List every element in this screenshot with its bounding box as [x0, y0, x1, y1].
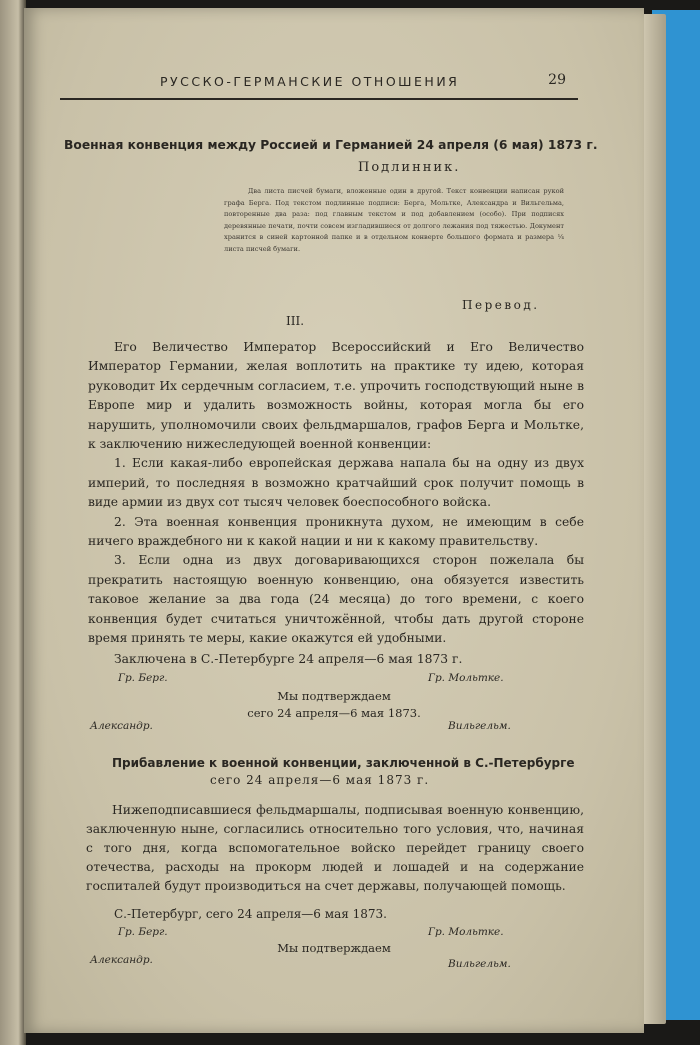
archival-note: Два листа писчей бумаги, вложенные один в другой. Текст конвенции написан рукой графа Берга. Под текстом подлинные подписи: Берга, Мольтке, Александра и Вильгельма, повторенные два раза: под главным текстом и под добавлением (особо). При подписях деревянные печати, почти совсем изгладившиеся от долгого лежания под тяжестью. Документ хранится в синей картонной папке и в отдельном конверте большого формата и размера ¼ листа писчей бумаги.	[224, 187, 564, 253]
addendum-signature-wilhelm: Вильгельм.	[448, 958, 511, 970]
running-title: РУССКО-ГЕРМАНСКИЕ ОТНОШЕНИЯ	[160, 74, 460, 89]
article-2: 2. Эта военная конвенция проникнута духом, не имеющим в себе ничего враждебного ни к какой нации и ни к какому правительству.	[88, 514, 584, 549]
addendum-signature-alexander: Александр.	[90, 954, 153, 966]
confirmation-line: Мы подтверждаем	[277, 689, 391, 703]
addendum-paragraph: Нижеподписавшиеся фельдмаршалы, подписывая военную конвенцию, заключенную ныне, согласились относительно того условия, что, начиная с того дня, когда вспомогательное войско перейдет границу своего отечества, расходы на прокорм людей и лошадей и на содержание госпиталей будут производиться на счет державы, получающей помощь.	[86, 803, 584, 893]
original-label: Подлинник.	[358, 160, 461, 175]
signature-moltke: Гр. Мольтке.	[428, 672, 504, 684]
page-number: 29	[548, 72, 566, 88]
document-title: Военная конвенция между Россией и Германией 24 апреля (6 мая) 1873 г.	[64, 138, 598, 152]
addendum-confirmation: Мы подтверждаем	[277, 941, 391, 955]
article-3: 3. Если одна из двух договаривающихся сторон пожелала бы прекратить настоящую военную конвенцию, она обязуется известить таковое желание за два года (24 месяца) до того времени, с коего конвенция будет считаться уничтожённой, чтобы дать другой стороне время принять те меры, какие окажутся ей удобными.	[88, 553, 584, 646]
signature-wilhelm: Вильгельм.	[448, 720, 511, 732]
preamble-paragraph: Его Величество Император Всероссийский и Его Величество Император Германии, желая воплотить на практике ту идею, которая руководит Их сердечным согласием, т.е. упрочить господствующий ныне в Европе мир и удалить возможность войны, которая могла бы его нарушить, уполномочили своих фельдмаршалов, графов Берга и Мольтке, к заключению нижеследующей военной конвенции:	[88, 340, 584, 452]
confirmation	[224, 688, 444, 722]
convention-text	[88, 338, 584, 649]
addendum-signature-moltke: Гр. Мольтке.	[428, 926, 504, 938]
running-header	[60, 74, 578, 100]
addendum-text	[86, 801, 584, 896]
concluded-line: Заключена в С.-Петербурге 24 апреля—6 мая 1873 г.	[114, 652, 463, 666]
translation-label: Перевод.	[462, 298, 540, 312]
signature-berg: Гр. Берг.	[118, 672, 168, 684]
article-1: 1. Если какая-либо европейская держава напала бы на одну из двух империй, то последняя в возможно кратчайший срок получит помощь в виде армии из двух сот тысяч человек боеспособного войска.	[88, 456, 584, 510]
addendum-date: сего 24 апреля—6 мая 1873 г.	[210, 773, 430, 787]
section-numeral: III.	[286, 314, 305, 328]
addendum-title: Прибавление к военной конвенции, заключенной в С.-Петербурге	[112, 756, 575, 770]
signature-alexander: Александр.	[90, 720, 153, 732]
addendum-signature-berg: Гр. Берг.	[118, 926, 168, 938]
book-page	[24, 8, 644, 1033]
confirmation-date: сего 24 апреля—6 мая 1873.	[247, 706, 421, 720]
addendum-place: С.-Петербург, сего 24 апреля—6 мая 1873.	[114, 907, 387, 921]
facing-page-edge	[0, 0, 26, 1045]
